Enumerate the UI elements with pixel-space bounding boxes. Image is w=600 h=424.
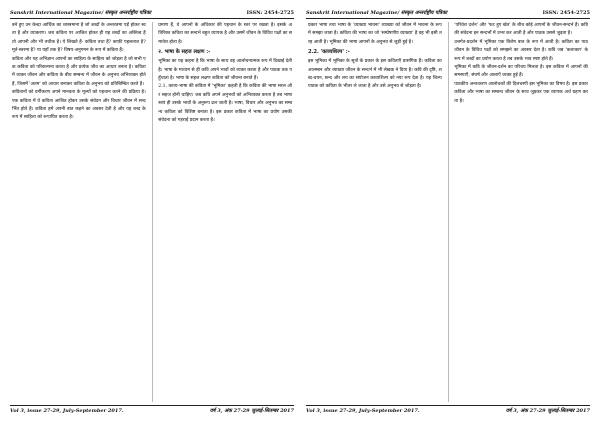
right-page-header [306,6,590,16]
left-page [6,0,298,424]
left-footer-rule [10,405,294,406]
right-column-2 [454,22,588,402]
right-page-footer [306,408,590,418]
left-column-1 [12,22,146,402]
section-heading: 2.2. 'काव्यशिल्प' :- [308,49,350,56]
paragraph: उत्तर्गत-प्रदर्शन में भूमिका एक विशेष बात के रूप में आती है। कविता का पाठ जीवन के विविध पक्षों को समझने का अवसर देता है। कवि जब 'कलाकार' के रूप में शब्दों का प्रयोग करता है तब उसके भाव स्पष्ट होते हैं। [454,39,588,62]
paragraph: कविता और यह अभिज्ञान आपनों का साहित्य के साहित्य को जोड़ता है जो सभी एक कविता को परिकल्पना करता है और प्रत्येक जीव का आधार बनता है। कविता में व्यक्त जीवन और कविता के बीच सम्बन्ध में जीवन के अनुभव अभिव्यक्त होते हैं, जिसमें 'अतम' को आधार बनाकर कविता के अनुभव को प्रतिबिम्बित करते हैं। [12,56,146,87]
left-page-header [10,6,294,16]
paragraph: प्रकार भाषा तथा भाषा के 'व्याख्या भावना' व्याख्या को जीवन में भावना के रूप में समझा जाता है। कविता की भाषा का जो 'सम्प्रेषणीय व्याख्या' है वह भी इसी तरह आती है। भूमिका की भाषा आपनों के अनुभव से जुड़ी हुई है। [308,23,442,45]
column-divider [152,22,153,402]
right-column-1 [308,22,442,402]
paragraph: 'परिवेश दर्शन' और 'फट हुए खेत' के बीच कोई आपनों के जीवन-सन्दर्भ हैं। कवि की संवेदना इन सन्दर्भों में उभर कर आती है और पाठक उससे जुड़ता है। [454,23,588,37]
left-page-columns [12,22,292,402]
right-footer-volume: Vol 3, issue 27-29, July-September 2017. [306,408,420,414]
paragraph: इस भूमिका में भूमिका के सूत्रों के प्रकार के इस कविताएँ प्रासंगिक हैं। कविता का आलम्बन और व्याख्या जीवन के सन्दर्भ में भी लेखक ने दिया है। कवि की दृष्टि, शब्द-चयन, छन्द और लय का संयोजन काव्यशिल्प को नया रूप देता है। यह शिल्प पाठक को कविता के भीतर ले जाता है और उसे अनुभव से जोड़ता है। [308,59,442,90]
right-footer-volume-hindi: वर्ष 3, अंक 27-29 जुलाई-सितम्बर 2017 [505,408,590,414]
right-header-issn: ISSN: 2454-2725 [542,10,590,16]
right-header-rule [306,18,590,19]
left-header-issn: ISSN: 2454-2725 [246,10,294,16]
right-footer-rule [306,405,590,406]
paragraph: बने हुए उन केन्द्रा आर्थिक का शास्त्रमाना है जो शब्दों के अन्तरतमा पड़ें होकर स्वता है और व्याकरण। जब कविता पर आश्रित होकर ही यह शब्दों का अस्तित्व है तो आपनी और भी तथीक है। ये लिखते हैं- कविता तथा हैं? काफ़ी पहलताश है? मूर्त-स्तरमा है? या यहाँ तक है? विषय-अनुगमन के रूप में कविता हैं। [12,23,146,54]
column-divider [448,22,449,402]
paragraph: 2.1. काव्य-भाषा की कविता में 'भूमिका' कहती है कि कविता की भाषा सरल और सहज होनी चाहिए। जब कवि अपने अनुभवों को अभिव्यक्त करता है तब भाषा स्वयं ही उसके भावों के अनुरूप ढल जाती है। भाषा, विचार और अनुभव का सम्बन्ध कविता को विशिष्ट बनाता है। इस प्रकार कविता में भाषा का प्रयोग उसकी संवेदना को गहराई प्रदान करता है। [158,84,292,124]
left-page-footer [10,408,294,418]
paragraph: पाठकीय अन्तःकरण आलोचकों की दिलचस्पी इस भूमिका का विषय है। इस प्रकार कविता और भाषा का सम्बन्ध जीवन के साथ जुड़कर एक व्यापक अर्थ ग्रहण करता है। [454,81,588,104]
right-header-title: Sanskrit International Magazine/ संस्कृत अन्तर्राष्ट्रीय पत्रिका [306,10,448,16]
paragraph: भूमिका में कवि के जीवन-दर्शन का परिचय मिलता है। इस कविता में आपनों की समस्याएँ, संघर्ष और आशाएँ व्यक्त हुई हैं। [454,65,588,79]
left-column-2 [158,22,292,402]
right-page-columns [308,22,588,402]
right-page [302,0,594,424]
section-heading: २. भाषा के सहज लक्षण :- [158,49,211,56]
paragraph: कवितानों को वर्गीकरण अपने मानवता के मूल्यों को पहचान करने की प्रक्रिया है। एक कविता में वे कविता आश्रित होकर उसके संवेदन और विचार जीवन में सन्दर्भित होते हैं। कविता हमें अपनी बात कहने का अवसर देती है और यह शब्द के रूप में साहित्य को रूपायित करता है। [12,90,146,121]
left-header-rule [10,18,294,19]
paragraph: भूमिका का यह कहना है कि भाषा के साथ वह आलोचनात्मक रूप में दिखाई देती है। भाषा के माध्यम से ही कवि अपने भावों को व्यक्त करता है और पाठक तक पहुँचाता है। भाषा के सहज लक्षण कविता को जीवन्त बनाते हैं। [158,59,292,82]
paragraph: प्रमाण हैं, वे आपनों के अधिकार की पहचान के स्तर पर रखता है। इसके अतिरिक्त कविता का सन्दर्भ बहुत व्यापक है और उसमें जीवन के विविध पक्षों का समावेश होता है। [158,23,292,45]
left-footer-volume-hindi: वर्ष 3, अंक 27-29 जुलाई-सितम्बर 2017 [209,408,294,414]
left-footer-volume: Vol 3, issue 27-29, July-September 2017. [10,408,124,414]
left-header-title: Sanskrit International Magazine/ संस्कृत अन्तर्राष्ट्रीय पत्रिका [10,10,152,16]
